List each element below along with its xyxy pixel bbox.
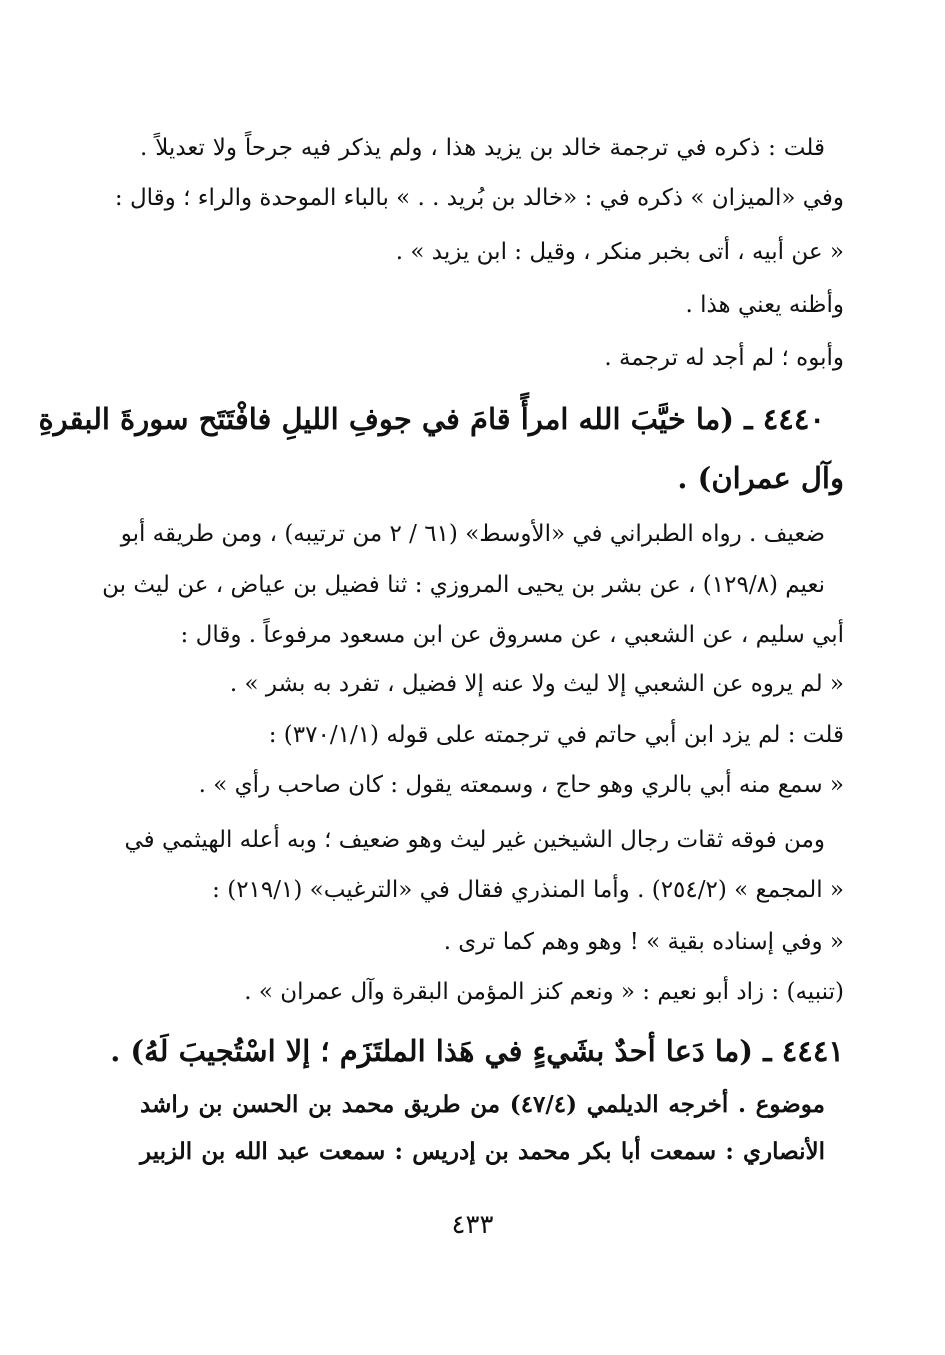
quote-line-3: « سمع منه أبي بالري وهو حاج ، وسمعته يقول : كان صاحب رأي » .: [198, 772, 844, 798]
text-line-10: « المجمع » (٢٥٤/٢) . وأما المنذري فقال في «الترغيب» (٢١٩/١) :: [212, 877, 844, 903]
text-line-8: قلت : لم يزد ابن أبي حاتم في ترجمته على قوله (٣٧٠/١/١) :: [268, 722, 844, 748]
text-line-2: وفي «الميزان » ذكره في : «خالد بن بُريد . . » بالباء الموحدة والراء ؛ وقال :: [114, 185, 844, 211]
hadith-heading-4440: ٤٤٤٠ ـ (ما خيَّبَ الله امرأً قامَ في جوفِ الليلِ فافْتَتَح سورةَ البقرةِ: [38, 402, 825, 436]
hadith-heading-4440-cont: وآل عمران) .: [677, 461, 844, 495]
quote-line-2: « لم يروه عن الشعبي إلا ليث ولا عنه إلا فضيل ، تفرد به بشر » .: [229, 671, 844, 697]
text-line-1: قلت : ذكره في ترجمة خالد بن يزيد هذا ، ولم يذكر فيه جرحاً ولا تعديلاً .: [140, 135, 825, 161]
quote-line-4: « وفي إسناده بقية » ! وهو وهم كما ترى .: [443, 929, 844, 955]
text-line-12: موضوع . أخرجه الديلمي (٤٧/٤) من طريق محمد بن الحسن بن راشد: [140, 1091, 825, 1118]
hadith-heading-4441: ٤٤٤١ ـ (ما دَعا أحدٌ بشَيءٍ في هَذا الملتَزَم ؛ إلا اسْتُجيبَ لَهُ) .: [110, 1034, 844, 1068]
text-line-3: وأظنه يعني هذا .: [685, 292, 844, 318]
page-number: ٤٣٣: [451, 1210, 494, 1240]
text-line-6: نعيم (١٢٩/٨) ، عن بشر بن يحيى المروزي : ثنا فضيل بن عياض ، عن ليث بن: [102, 572, 825, 598]
text-line-7: أبي سليم ، عن الشعبي ، عن مسروق عن ابن مسعود مرفوعاً . وقال :: [180, 622, 844, 648]
text-line-11: (تنبيه) : زاد أبو نعيم : « ونعم كنز المؤمن البقرة وآل عمران » .: [244, 979, 844, 1005]
text-line-5: ضعيف . رواه الطبراني في «الأوسط» (٦١ / ٢ من ترتيبه) ، ومن طريقه أبو: [120, 521, 825, 547]
text-line-4: وأبوه ؛ لم أجد له ترجمة .: [604, 345, 844, 371]
text-line-13: الأنصاري : سمعت أبا بكر محمد بن إدريس : سمعت عبد الله بن الزبير: [140, 1138, 825, 1165]
text-line-9: ومن فوقه ثقات رجال الشيخين غير ليث وهو ضعيف ؛ وبه أعله الهيثمي في: [124, 827, 825, 853]
quote-line-1: « عن أبيه ، أتى بخبر منكر ، وقيل : ابن يزيد » .: [395, 239, 844, 265]
